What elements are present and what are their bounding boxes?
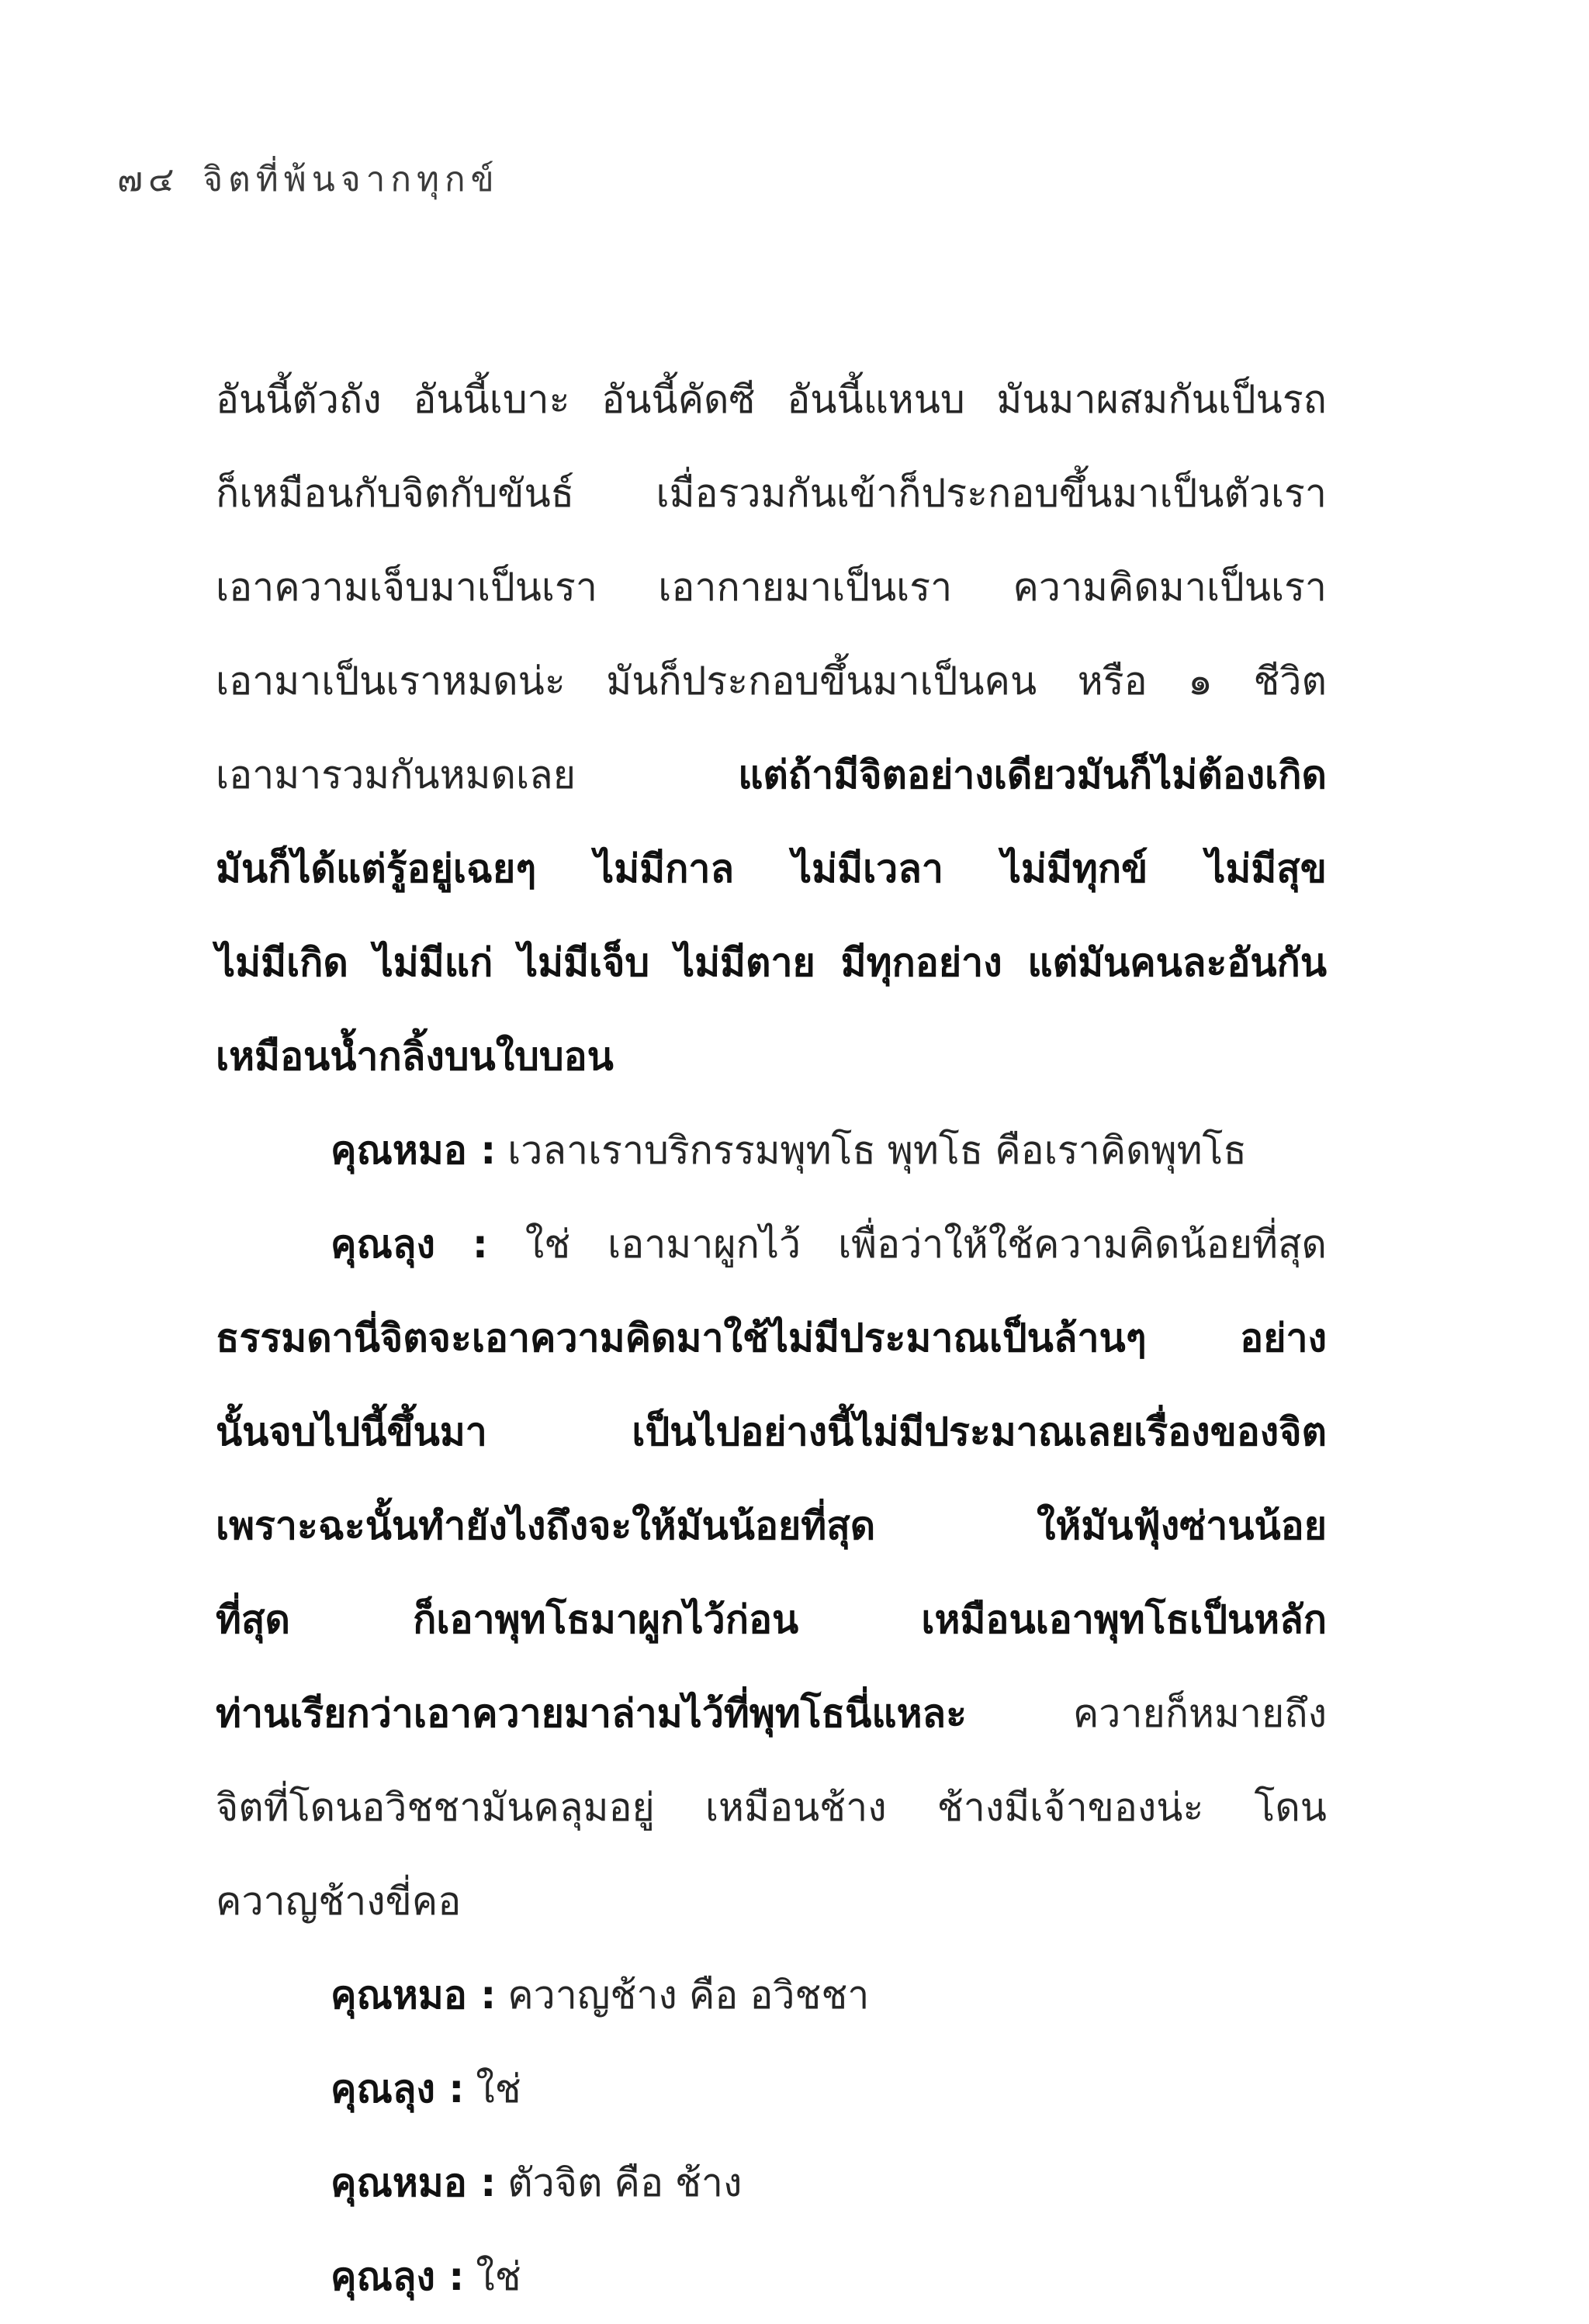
bold-text-segment: ไม่มีตาย	[674, 940, 815, 985]
dialogue-line	[216, 1949, 1327, 2042]
text-segment: ใช่	[476, 2066, 521, 2111]
text-segment: คือเราคิดพุทโธ	[995, 1128, 1247, 1173]
bold-text-segment: อย่าง	[1240, 1316, 1327, 1361]
bold-text-segment: ไม่มีแก่	[373, 940, 493, 985]
text-line	[216, 447, 1327, 541]
text-segment: คือ	[614, 2160, 663, 2205]
bold-text-segment: ที่สุด	[216, 1597, 290, 1642]
speaker-label: คุณหมอ :	[331, 2160, 497, 2205]
bold-text-segment: แต่ถ้ามีจิตอย่างเดียวมันก็ไม่ต้องเกิด	[738, 752, 1327, 797]
dialogue-line	[216, 1104, 1327, 1198]
text-segment: เอามารวมกันหมดเลย	[216, 752, 576, 797]
body-text	[216, 353, 1327, 2324]
text-line	[216, 1855, 1327, 1949]
text-segment: เอากายมาเป็นเรา	[658, 565, 953, 610]
text-segment: จิตที่โดนอวิชชามันคลุมอยู่	[216, 1785, 655, 1830]
text-segment: ควาญช้าง	[507, 1973, 677, 2018]
text-segment: ชีวิต	[1253, 659, 1327, 704]
text-line	[216, 822, 1327, 916]
text-segment: เวลาเราบริกรรมพุทโธ	[507, 1128, 876, 1173]
speaker-label: คุณหมอ :	[331, 1973, 497, 2018]
text-line	[216, 1385, 1327, 1479]
text-segment: อวิชชา	[749, 1973, 870, 2018]
text-segment: อันนี้ตัวถัง	[216, 377, 382, 422]
bold-text-segment: ไม่มีเวลา	[792, 846, 943, 891]
bold-text-segment: ไม่มีกาล	[594, 846, 735, 891]
text-segment: ช้างมีเจ้าของน่ะ	[936, 1785, 1204, 1830]
speaker-label: คุณลุง :	[331, 2066, 465, 2111]
dialogue-line	[216, 2042, 1327, 2136]
bold-text-segment: มีทุกอย่าง	[840, 940, 1002, 985]
text-segment: ใช่	[476, 2254, 521, 2299]
text-line	[216, 1761, 1327, 1855]
text-line	[216, 541, 1327, 635]
text-line	[216, 353, 1327, 447]
speaker-label: คุณหมอ :	[331, 1128, 497, 1173]
text-segment: หรือ	[1077, 659, 1148, 704]
bold-text-segment: มันก็ได้แต่รู้อยู่เฉยๆ	[216, 846, 537, 891]
bold-text-segment: นั้นจบไปนี้ขึ้นมา	[216, 1409, 487, 1454]
text-segment: เอามาเป็นเราหมดน่ะ	[216, 659, 566, 704]
text-line	[216, 1479, 1327, 1573]
text-line	[216, 1010, 1327, 1104]
text-segment: เพื่อว่าให้ใช้ความคิดน้อยที่สุด	[838, 1222, 1327, 1267]
text-segment: ควาญช้างขี่คอ	[216, 1879, 462, 1924]
text-segment: ใช่	[524, 1222, 571, 1267]
bold-text-segment: เป็นไปอย่างนี้ไม่มีประมาณเลยเรื่องของจิต	[632, 1409, 1327, 1454]
dialogue-line	[216, 1198, 1327, 1292]
text-line	[216, 1667, 1327, 1761]
text-line	[216, 635, 1327, 728]
text-line	[216, 728, 1327, 822]
bold-text-segment: เหมือนน้ำกลิ้งบนใบบอน	[216, 1034, 614, 1079]
text-segment: โดน	[1254, 1785, 1327, 1830]
speaker-colon: :	[472, 1222, 488, 1267]
text-segment: ก็เหมือนกับจิตกับขันธ์	[216, 471, 575, 516]
text-segment: เอาความเจ็บมาเป็นเรา	[216, 565, 597, 610]
bold-text-segment: ไม่มีเกิด	[216, 940, 348, 985]
text-segment: มันก็ประกอบขึ้นมาเป็นคน	[606, 659, 1037, 704]
bold-text-segment: ไม่มีสุข	[1206, 846, 1327, 891]
dialogue-line	[216, 2230, 1327, 2324]
bold-text-segment: แต่มันคนละอันกัน	[1027, 940, 1327, 985]
speaker-label: คุณลุง :	[331, 2254, 465, 2299]
running-header	[117, 152, 500, 206]
text-segment: อันนี้คัดซี	[601, 377, 756, 422]
text-segment: ความคิดมาเป็นเรา	[1013, 565, 1327, 610]
text-segment: อันนี้แหนบ	[787, 377, 965, 422]
text-segment: ช้าง	[675, 2160, 743, 2205]
text-segment: เอามาผูกไว้	[608, 1222, 801, 1267]
text-segment: ตัวจิต	[507, 2160, 603, 2205]
bold-text-segment: ไม่มีเจ็บ	[518, 940, 650, 985]
text-line	[216, 1292, 1327, 1385]
text-segment: เมื่อรวมกันเข้าก็ประกอบขึ้นมาเป็นตัวเรา	[656, 471, 1327, 516]
book-title: จิตที่พ้นจากทุกข์	[203, 160, 500, 199]
text-segment: ควายก็หมายถึง	[1072, 1691, 1327, 1736]
text-line	[216, 916, 1327, 1010]
text-segment: เหมือนช้าง	[704, 1785, 887, 1830]
speaker-label: คุณลุง	[331, 1222, 435, 1267]
bold-text-segment: ให้มันฟุ้งซ่านน้อย	[1036, 1503, 1327, 1548]
bold-text-segment: ก็เอาพุทโธมาผูกไว้ก่อน	[413, 1597, 799, 1642]
bold-text-segment: ธรรมดานี่จิตจะเอาความคิดมาใช้ไม่มีประมาณเป็นล้านๆ	[216, 1316, 1147, 1361]
dialogue-line	[216, 2136, 1327, 2230]
text-segment: ๑	[1188, 659, 1213, 704]
bold-text-segment: เพราะฉะนั้นทำยังไงถึงจะให้มันน้อยที่สุด	[216, 1503, 876, 1548]
text-line	[216, 1573, 1327, 1667]
text-segment: มันมาผสมกันเป็นรถ	[996, 377, 1327, 422]
bold-text-segment: เหมือนเอาพุทโธเป็นหลัก	[921, 1597, 1327, 1642]
text-segment: คือ	[688, 1973, 739, 2018]
text-segment: อันนี้เบาะ	[413, 377, 570, 422]
text-segment: พุทโธ	[887, 1128, 984, 1173]
bold-text-segment: ท่านเรียกว่าเอาควายมาล่ามไว้ที่พุทโธนี่แหละ	[216, 1691, 968, 1736]
bold-text-segment: ไม่มีทุกข์	[1001, 846, 1148, 891]
page-number: ๗๔	[117, 160, 180, 199]
